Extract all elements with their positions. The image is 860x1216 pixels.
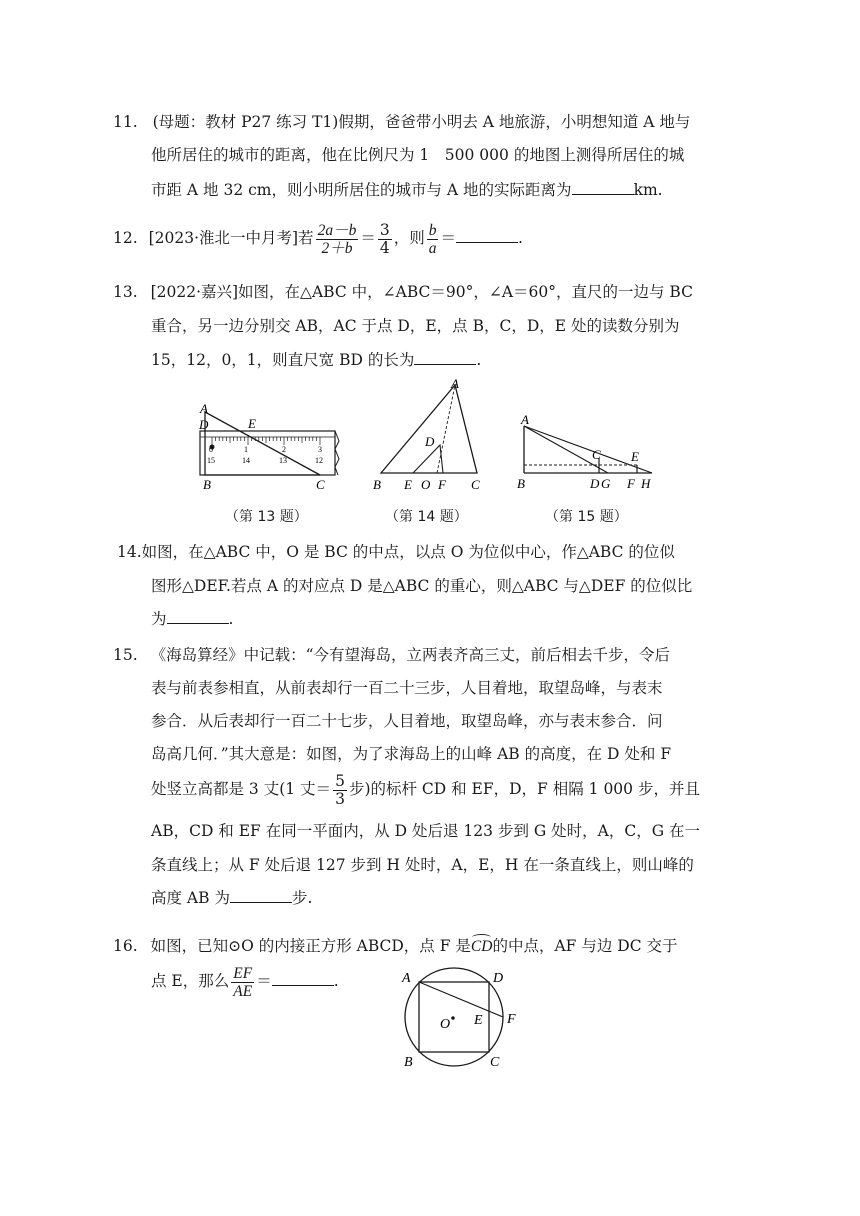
q16-fraction — [231, 965, 254, 1000]
ruler-bottom-15: 15 — [207, 456, 215, 465]
q14-answer-blank — [167, 609, 229, 624]
ruler-top-3: 3 — [318, 445, 322, 454]
q15-line-5 — [151, 771, 700, 808]
label-c: C — [316, 477, 325, 492]
q12-fraction-2 — [378, 222, 392, 257]
label-d: D — [199, 417, 209, 432]
q15-text-5a: 处竖立高都是 3 丈(1 丈＝ — [151, 780, 332, 798]
q12-answer-blank — [456, 228, 518, 243]
ruler-top-1: 1 — [244, 445, 248, 454]
q11-answer-blank — [572, 180, 634, 195]
q12-fraction-3 — [427, 222, 439, 257]
q12-number: 12. — [113, 229, 138, 247]
label-b: B — [517, 476, 525, 491]
caption-14: （第 14 题） — [385, 509, 468, 525]
q13-text-2: 重合，另一边分别交 AB，AC 于点 D，E，点 B，C，D，E 处的读数分别为 — [151, 317, 680, 335]
q14-text-3: 为 — [151, 610, 167, 628]
q15-unit: 步. — [291, 889, 313, 907]
q14-number: 14. — [117, 543, 142, 561]
q16-number: 16. — [113, 937, 138, 955]
q15-text-1: 《海岛算经》中记载：“今有望海岛，立两表齐高三丈，前后相去千步，令后 — [150, 646, 671, 664]
q15-number: 15. — [113, 646, 138, 664]
q14-text-1: 如图，在△ABC 中，O 是 BC 的中点，以点 O 为位似中心，作△ABC 的位似 — [141, 543, 675, 561]
ruler-body — [200, 431, 335, 475]
q11-line-3 — [151, 180, 663, 200]
center-dot — [451, 1016, 455, 1020]
q11-number: 11. — [113, 113, 138, 131]
q13-period: . — [476, 351, 482, 369]
label-g: G — [601, 476, 611, 491]
q16-arc-cd: CD — [470, 938, 493, 955]
q15-answer-blank — [230, 888, 292, 903]
q14-line-3 — [151, 609, 233, 629]
q15-text-4: 岛高几何．”其大意是：如图，为了求海岛上的山峰 AB 的高度，在 D 处和 F — [151, 745, 672, 763]
q15-fraction-denominator: 3 — [335, 789, 345, 808]
ruler-bottom-12: 12 — [315, 456, 323, 465]
caption-15: （第 15 题） — [545, 509, 628, 525]
ruler-top-0: 0 — [209, 445, 213, 454]
label-d: D — [590, 476, 600, 491]
label-d: D — [493, 971, 504, 986]
label-o: O — [421, 477, 431, 492]
figure-14 — [365, 375, 495, 495]
label-h: H — [641, 476, 651, 491]
label-e: E — [404, 477, 412, 492]
q12-source: [2023·淮北一中月考]若 — [148, 229, 314, 247]
label-a: A — [200, 401, 208, 416]
ruler-bottom-13: 13 — [279, 456, 287, 465]
q12-fraction-1-numerator: 2a－b — [317, 221, 357, 239]
label-a: A — [451, 376, 459, 391]
q13-text-1: [2022·嘉兴]如图，在△ABC 中，∠ABC＝90°，∠A＝60°，直尺的一边与 BC — [150, 283, 693, 301]
q14-period: . — [228, 610, 234, 628]
label-b: B — [203, 477, 211, 492]
label-a: A — [521, 412, 529, 427]
q14-line-1 — [117, 542, 675, 562]
label-o: O — [440, 1017, 451, 1032]
q15-fraction — [333, 773, 347, 808]
q15-text-3: 参合．从后表却行一百二十七步，人目着地，取望岛峰，亦与表末参合．问 — [151, 712, 663, 730]
label-c: C — [592, 447, 601, 462]
figure-16 — [390, 965, 530, 1075]
q16-line-2 — [151, 963, 339, 1000]
segment-af — [419, 982, 503, 1017]
label-b: B — [373, 477, 381, 492]
q12-fraction-1-denominator: 2＋b — [321, 239, 353, 257]
figure-15 — [512, 408, 662, 498]
label-e: E — [474, 1013, 483, 1028]
q12-period: . — [518, 229, 523, 247]
q11-text-1: (母题：教材 P27 练习 T1)假期，爸爸带小明去 A 地旅游，小明想知道 A 地与 — [152, 113, 691, 131]
q15-text-5b: 步)的标杆 CD 和 EF，D，F 相隔 1 000 步，并且 — [348, 780, 700, 798]
q15-line-8 — [151, 888, 312, 908]
ruler-break — [335, 431, 339, 475]
triangle-def — [413, 445, 443, 473]
q12-line — [113, 220, 523, 257]
q12-fraction-3-denominator: a — [428, 239, 437, 257]
q15-text-7: 条直线上；从 F 处后退 127 步到 H 处时，A，E，H 在一条直线上，则山峰的 — [151, 856, 694, 874]
q13-answer-blank — [414, 350, 476, 365]
median-ao — [437, 385, 455, 473]
q16-line-1 — [113, 936, 678, 957]
q13-line-1 — [113, 282, 693, 302]
q16-text-1b: 的中点，AF 与边 DC 交于 — [492, 937, 678, 955]
label-f: F — [507, 1012, 516, 1027]
label-e: E — [631, 449, 639, 464]
q12-fraction-3-numerator: b — [428, 221, 437, 239]
q14-text-2: 图形△DEF.若点 A 的对应点 D 是△ABC 的重心，则△ABC 与△DEF 的位似比 — [151, 577, 693, 595]
caption-13: （第 13 题） — [225, 509, 308, 525]
q15-text-8: 高度 AB 为 — [151, 889, 230, 907]
q16-equals: ＝ — [256, 972, 272, 990]
q16-answer-blank — [272, 971, 334, 986]
q15-fraction-numerator: 5 — [335, 771, 345, 790]
label-e: E — [248, 416, 256, 431]
q16-text-2a: 点 E，那么 — [151, 972, 230, 990]
figure-13 — [190, 395, 350, 495]
q12-fraction-2-numerator: 3 — [379, 220, 390, 239]
q11-text-2: 他所居住的城市的距离，他在比例尺为 1 500 000 的地图上测得所居住的城 — [151, 146, 685, 164]
label-d: D — [425, 434, 435, 449]
label-b: B — [404, 1055, 413, 1070]
label-f: F — [627, 476, 635, 491]
label-c: C — [490, 1055, 500, 1070]
q11-unit: km. — [633, 181, 663, 199]
label-c: C — [471, 477, 480, 492]
q16-fraction-numerator: EF — [233, 964, 253, 982]
q12-then: ，则 — [393, 229, 425, 247]
q12-equals-1: ＝ — [360, 229, 376, 247]
q15-line-1 — [113, 645, 670, 665]
label-a: A — [402, 971, 411, 986]
q12-fraction-2-denominator: 4 — [379, 238, 390, 257]
q13-number: 13. — [113, 283, 138, 301]
q16-text-1a: 如图，已知⊙O 的内接正方形 ABCD，点 F 是 — [150, 937, 471, 955]
q13-line-3 — [151, 350, 481, 370]
q11-text-3: 市距 A 地 32 cm，则小明所居住的城市与 A 地的实际距离为 — [151, 181, 572, 199]
ruler-bottom-14: 14 — [242, 456, 250, 465]
q15-text-6: AB，CD 和 EF 在同一平面内，从 D 处后退 123 步到 G 处时，A，C，G 在一 — [151, 822, 701, 840]
q15-text-2: 表与前表参相直，从前表却行一百二十三步，人目着地，取望岛峰，与表末 — [151, 679, 663, 697]
ruler-top-2: 2 — [282, 445, 286, 454]
q16-fraction-denominator: AE — [233, 982, 253, 1000]
q16-period: . — [333, 972, 339, 990]
q11-line-1 — [113, 112, 690, 132]
label-f: F — [438, 477, 446, 492]
triangle-abc — [381, 385, 477, 473]
q13-text-3: 15，12，0，1，则直尺宽 BD 的长为 — [151, 351, 415, 369]
q12-fraction-1 — [316, 222, 359, 257]
q12-equals-2: ＝ — [440, 229, 456, 247]
